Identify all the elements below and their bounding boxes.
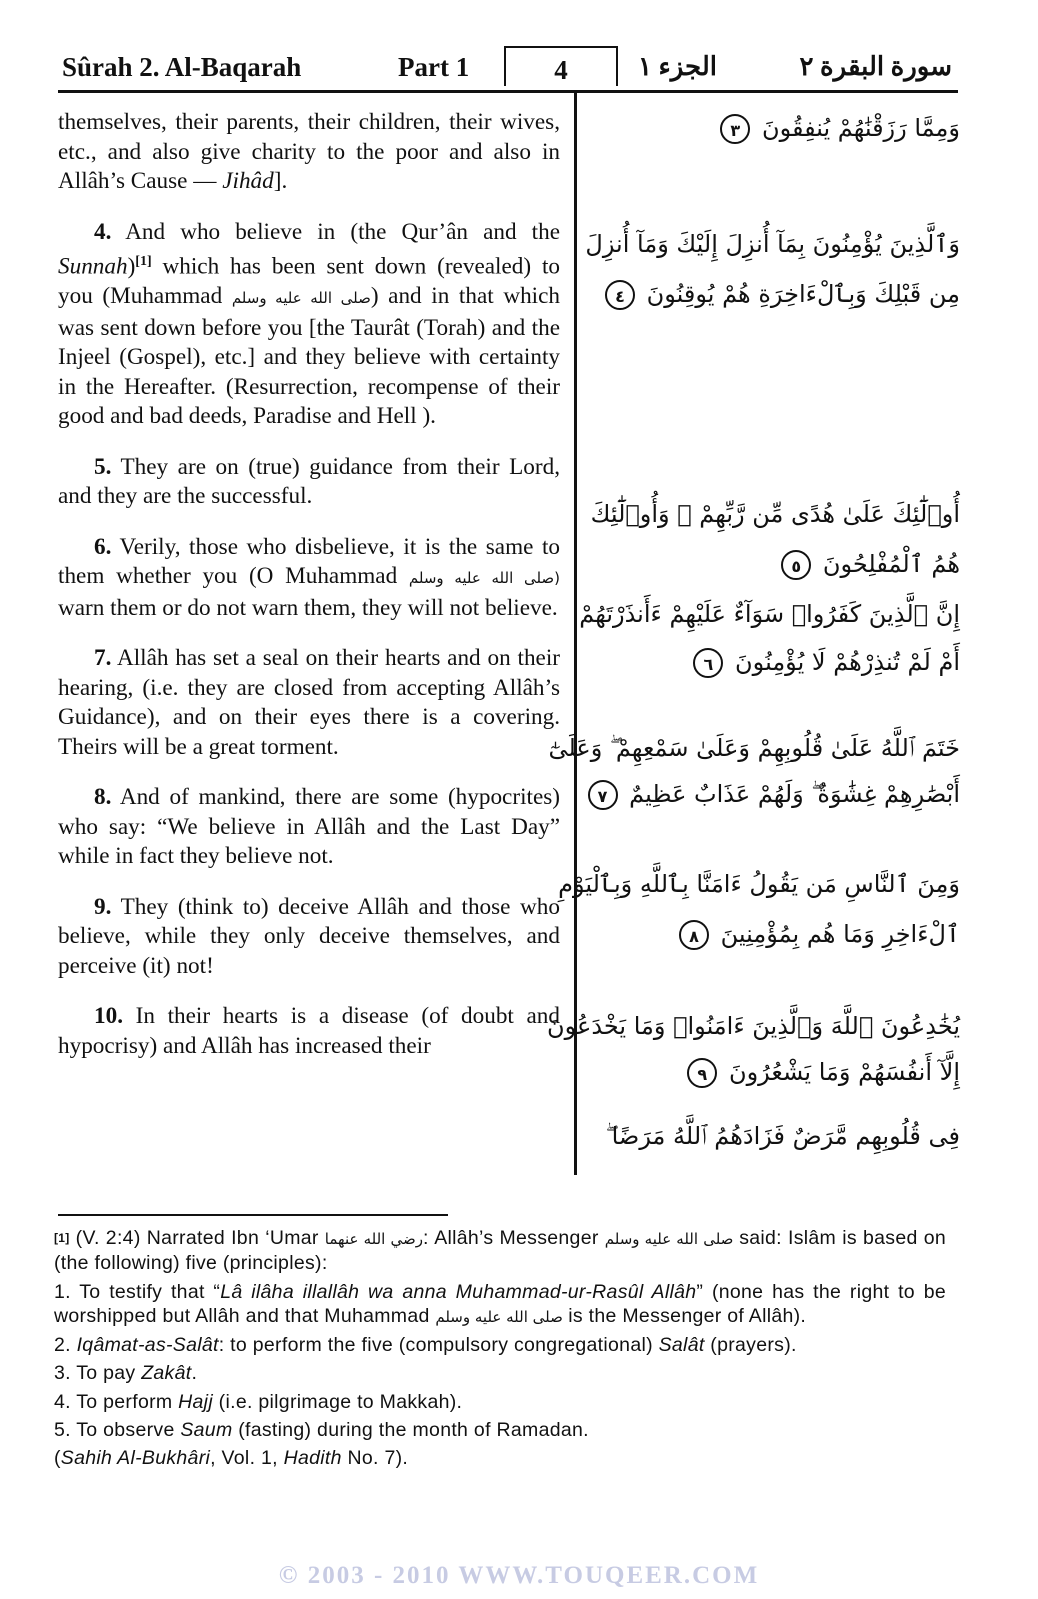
verse-10: 10. In their hearts is a disease (of doubt and hypocrisy) and Allâh has increased their	[58, 1003, 560, 1059]
footnote-item-3: 3. To pay Zakât.	[54, 1362, 198, 1385]
verse-number: 4.	[94, 218, 112, 245]
juz-label-ar: الجزء ١	[638, 52, 717, 81]
ayah-marker: ٨	[679, 920, 709, 950]
verse-number: 5.	[94, 453, 112, 480]
arabic-line: أُو۟لَٰٓئِكَ عَلَىٰ هُدًى مِّن رَّبِّهِمْ ۖ وَأُو۟لَٰٓئِكَ	[590, 500, 960, 528]
verse-4: 4. And who believe in (the Qur’ân and the Sunnah)[1] which has been sent down (revealed) to you (Muhammad صلى الله عليه وسلم) and in that which was sent down before you [the Taurât (Torah) and the Injeel (Gospel), etc.] and they believe with certainty in the Hereafter. (Resurrection, recompense of their good and bad deeds, Paradise and Hell ).	[58, 218, 560, 430]
arabic-line: أَبْصَٰرِهِمْ غِشَٰوَةٌ ۖ وَلَهُمْ عَذَابٌ عَظِيمٌ ٧	[590, 780, 960, 810]
arabic-line: ٱلْءَاخِرِ وَمَا هُم بِمُؤْمِنِينَ ٨	[590, 920, 960, 950]
verse-7: 7. Allâh has set a seal on their hearts and on their hearing, (i.e. they are closed from accepting Allâh’s Guidance), and on their eyes there is a covering. Theirs will be a great torment.	[58, 645, 560, 760]
page-header	[58, 46, 958, 94]
arabic-line: وَمِنَ ٱلنَّاسِ مَن يَقُولُ ءَامَنَّا بِٱللَّهِ وَبِٱلْيَوْمِ	[558, 870, 960, 898]
arabic-line: مِن قَبْلِكَ وَبِٱلْءَاخِرَةِ هُمْ يُوقِنُونَ ٤	[590, 280, 960, 310]
footnote-ref[interactable]: [1]	[135, 254, 152, 269]
verse-5: 5. They are on (true) guidance from their Lord, and they are the successful.	[58, 453, 560, 510]
salutation-arabic: صلى الله عليه وسلم	[231, 289, 371, 308]
footnote-rule	[58, 1214, 448, 1216]
verse-3-continuation: themselves, their parents, their children, their wives, etc., and also give charity to the poor and also in Allâh’s Cause — Jihâd].	[58, 109, 560, 194]
ayah-marker: ٦	[693, 648, 723, 678]
verse-number: 7.	[94, 645, 112, 672]
ayah-marker: ٤	[605, 280, 635, 310]
english-translation-column	[58, 108, 560, 1082]
verse-number: 10.	[94, 1003, 123, 1030]
footnote-item-4: 4. To perform Hajj (i.e. pilgrimage to Makkah).	[54, 1390, 463, 1413]
verse-6: 6. Verily, those who disbelieve, it is the same to them whether you (O Muhammad (صلى الله عليه وسلم warn them or do not warn them, they will not believe.	[58, 533, 560, 621]
footnote-intro: [1] (V. 2:4) Narrated Ibn ‘Umar رضي الله عنهما: Allâh’s Messenger صلى الله عليه وسلم said: Islâm is based on (the following) five (principles):	[54, 1227, 946, 1275]
ayah-marker: ٥	[781, 550, 811, 580]
verse-number: 6.	[94, 533, 112, 560]
footnote-item-2: 2. Iqâmat-as-Salât: to perform the five (compulsory congregational) Salât (prayers).	[54, 1334, 797, 1357]
part-label-en: Part 1	[398, 52, 470, 82]
copyright-notice: © 2003 - 2010 WWW.TOUQEER.COM	[278, 1562, 760, 1589]
arabic-line: يُخَٰدِعُونَ ٱللَّهَ وَٱلَّذِينَ ءَامَنُوا۟ وَمَا يَخْدَعُونَ	[546, 1012, 960, 1040]
surah-title-en: Sûrah 2. Al-Baqarah	[62, 52, 302, 82]
salutation-arabic: (صلى الله عليه وسلم	[408, 569, 560, 588]
verse-number: 8.	[94, 784, 112, 811]
footnote-source: (Sahih Al-Bukhâri, Vol. 1, Hadith No. 7).	[54, 1447, 409, 1470]
arabic-line: وَمِمَّا رَزَقْنَٰهُمْ يُنفِقُونَ ٣	[590, 114, 960, 144]
ayah-marker: ٧	[588, 780, 618, 810]
verse-9: 9. They (think to) deceive Allâh and those who believe, while they only deceive themselves, and perceive (it) not!	[58, 893, 560, 979]
arabic-line: إِنَّ ٱلَّذِينَ كَفَرُوا۟ سَوَآءٌ عَلَيْهِمْ ءَأَنذَرْتَهُمْ	[579, 600, 960, 628]
ayah-marker: ٣	[720, 114, 750, 144]
header-rule	[58, 90, 958, 93]
verse-8: 8. And of mankind, there are some (hypocrites) who say: “We believe in Allâh and the Last Day” while in fact they believe not.	[58, 784, 560, 870]
arabic-line: خَتَمَ ٱللَّهُ عَلَىٰ قُلُوبِهِمْ وَعَلَىٰ سَمْعِهِمْ ۖ وَعَلَىٰٓ	[548, 734, 960, 762]
verse-number: 9.	[94, 893, 112, 920]
footnote	[54, 1226, 946, 1475]
footnote-item-1: 1. To testify that “Lâ ilâha illallâh wa anna Muhammad-ur-Rasûl Allâh” (none has the right to be worshipped but Allâh and that Muhammad صلى الله عليه وسلم is the Messenger of Allâh).	[54, 1280, 946, 1327]
arabic-line: فِى قُلُوبِهِم مَّرَضٌ فَزَادَهُمُ ٱللَّهُ مَرَضًا ۖ	[605, 1122, 960, 1150]
footnote-item-5: 5. To observe Saum (fasting) during the month of Ramadan.	[54, 1419, 589, 1442]
arabic-line: إِلَّآ أَنفُسَهُمْ وَمَا يَشْعُرُونَ ٩	[590, 1058, 960, 1088]
ayah-marker: ٩	[687, 1058, 717, 1088]
arabic-line: وَٱلَّذِينَ يُؤْمِنُونَ بِمَآ أُنزِلَ إِلَيْكَ وَمَآ أُنزِلَ	[585, 230, 960, 258]
page-number: 4	[504, 46, 618, 86]
surah-title-ar: سورة البقرة ٢	[799, 52, 952, 81]
arabic-line: هُمُ ٱلْمُفْلِحُونَ ٥	[590, 550, 960, 580]
arabic-line: أَمْ لَمْ تُنذِرْهُمْ لَا يُؤْمِنُونَ ٦	[590, 648, 960, 678]
